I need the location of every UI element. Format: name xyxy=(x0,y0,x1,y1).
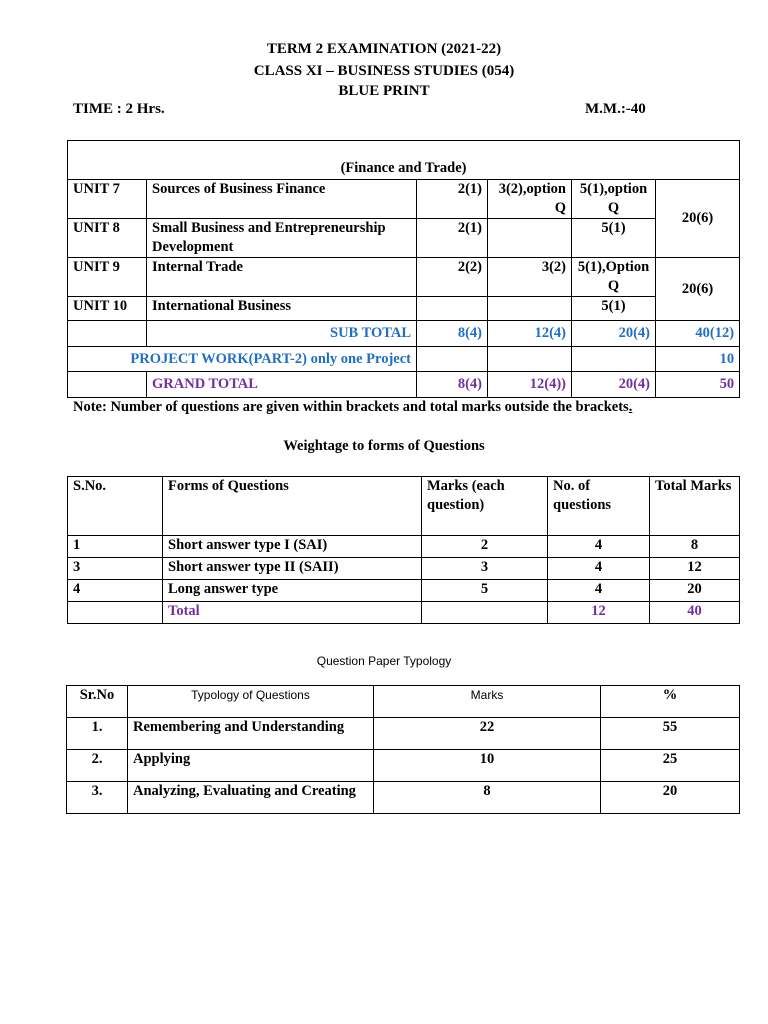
note-body: Note: Number of questions are given within brackets and total marks outside the brackets xyxy=(73,399,629,415)
table-row xyxy=(68,580,740,602)
header-cell: Marks xyxy=(374,686,601,718)
marks-cell: 10 xyxy=(374,750,601,782)
marks-cell: 5 xyxy=(422,580,548,602)
unit-cell: UNIT 10 xyxy=(68,297,147,321)
topic-cell: Small Business and Entrepreneurship Development xyxy=(147,219,417,258)
marks-cell: 5(1) xyxy=(572,219,656,258)
topic-cell: Sources of Business Finance xyxy=(147,180,417,219)
project-total: 10 xyxy=(656,347,740,372)
subtotal-total: 40(12) xyxy=(656,321,740,347)
weightage-table xyxy=(67,476,740,624)
blueprint-title: BLUE PRINT xyxy=(338,83,430,99)
total-row xyxy=(68,602,740,624)
table-row xyxy=(68,180,740,219)
percent-cell: 25 xyxy=(601,750,740,782)
header-cell: Total Marks xyxy=(650,477,740,536)
marks-cell: 3(2) xyxy=(488,258,572,297)
topic-cell: Internal Trade xyxy=(147,258,417,297)
typology-table xyxy=(66,685,740,814)
header-cell: Marks (each question) xyxy=(422,477,548,536)
percent-cell: 55 xyxy=(601,718,740,750)
srno-cell: 3. xyxy=(67,782,128,814)
subtotal-label: SUB TOTAL xyxy=(147,321,417,347)
table-row xyxy=(67,718,740,750)
topic-cell: International Business xyxy=(147,297,417,321)
marks-cell: 2(2) xyxy=(417,258,488,297)
project-row xyxy=(68,347,740,372)
marks-cell: 8 xyxy=(374,782,601,814)
srno-cell: 1. xyxy=(67,718,128,750)
srno-cell: 2. xyxy=(67,750,128,782)
total-cell: 8 xyxy=(650,536,740,558)
weightage-title: Weightage to forms of Questions xyxy=(283,438,485,454)
typology-cell: Remembering and Understanding xyxy=(128,718,374,750)
note-period: . xyxy=(628,399,633,415)
table-row xyxy=(68,258,740,297)
count-cell: 4 xyxy=(548,580,650,602)
marks-cell: 22 xyxy=(374,718,601,750)
max-marks-label: M.M.:-40 xyxy=(585,101,646,117)
section-title: (Finance and Trade) xyxy=(68,141,740,180)
table-row xyxy=(68,536,740,558)
marks-cell xyxy=(417,297,488,321)
header-cell: No. of questions xyxy=(548,477,650,536)
percent-cell: 20 xyxy=(601,782,740,814)
total-marks: 40 xyxy=(650,602,740,624)
grand-total-value: 50 xyxy=(656,372,740,398)
marks-cell: 5(1),option Q xyxy=(572,180,656,219)
form-cell: Short answer type I (SAI) xyxy=(163,536,422,558)
unit-cell: UNIT 9 xyxy=(68,258,147,297)
marks-cell: 3(2),option Q xyxy=(488,180,572,219)
header-cell: Forms of Questions xyxy=(163,477,422,536)
exam-title: TERM 2 EXAMINATION (2021-22) xyxy=(266,41,502,57)
table-row xyxy=(68,297,740,321)
marks-cell: 2(1) xyxy=(417,219,488,258)
project-label: PROJECT WORK(PART-2) only one Project xyxy=(68,347,417,372)
marks-cell: 3 xyxy=(422,558,548,580)
table-row xyxy=(68,558,740,580)
marks-cell xyxy=(488,297,572,321)
blueprint-table xyxy=(67,140,740,398)
form-cell: Long answer type xyxy=(163,580,422,602)
subtotal-cell: 20(4) xyxy=(572,321,656,347)
grand-total-label: GRAND TOTAL xyxy=(147,372,417,398)
count-cell: 4 xyxy=(548,558,650,580)
table-row xyxy=(68,141,740,180)
total-cell: 12 xyxy=(650,558,740,580)
typology-cell: Analyzing, Evaluating and Creating xyxy=(128,782,374,814)
form-cell: Short answer type II (SAII) xyxy=(163,558,422,580)
grand-total-cell: 12(4)) xyxy=(488,372,572,398)
typology-cell: Applying xyxy=(128,750,374,782)
table-row xyxy=(67,782,740,814)
table-header-row xyxy=(68,477,740,536)
sno-cell: 3 xyxy=(68,558,163,580)
marks-cell: 2(1) xyxy=(417,180,488,219)
total-label: Total xyxy=(163,602,422,624)
total-cell: 20 xyxy=(650,580,740,602)
table-row xyxy=(68,219,740,258)
sno-cell: 4 xyxy=(68,580,163,602)
subtotal-cell: 8(4) xyxy=(417,321,488,347)
typology-title: Question Paper Typology xyxy=(316,654,452,668)
grand-total-cell: 8(4) xyxy=(417,372,488,398)
group-total-cell: 20(6) xyxy=(656,180,740,258)
unit-cell: UNIT 7 xyxy=(68,180,147,219)
unit-cell: UNIT 8 xyxy=(68,219,147,258)
subtotal-row xyxy=(68,321,740,347)
grand-total-cell: 20(4) xyxy=(572,372,656,398)
marks-cell: 5(1),Option Q xyxy=(572,258,656,297)
header-cell: % xyxy=(601,686,740,718)
table-header-row xyxy=(67,686,740,718)
group-total-cell: 20(6) xyxy=(656,258,740,321)
class-subject-title: CLASS XI – BUSINESS STUDIES (054) xyxy=(253,63,515,79)
grand-total-row xyxy=(68,372,740,398)
table-row xyxy=(67,750,740,782)
header-cell: Sr.No xyxy=(67,686,128,718)
subtotal-cell: 12(4) xyxy=(488,321,572,347)
time-label: TIME : 2 Hrs. xyxy=(73,101,165,117)
marks-cell: 5(1) xyxy=(572,297,656,321)
total-count: 12 xyxy=(548,602,650,624)
header-cell: S.No. xyxy=(68,477,163,536)
marks-cell: 2 xyxy=(422,536,548,558)
note-text xyxy=(73,399,632,416)
marks-cell xyxy=(488,219,572,258)
sno-cell: 1 xyxy=(68,536,163,558)
header-cell: Typology of Questions xyxy=(128,686,374,718)
count-cell: 4 xyxy=(548,536,650,558)
